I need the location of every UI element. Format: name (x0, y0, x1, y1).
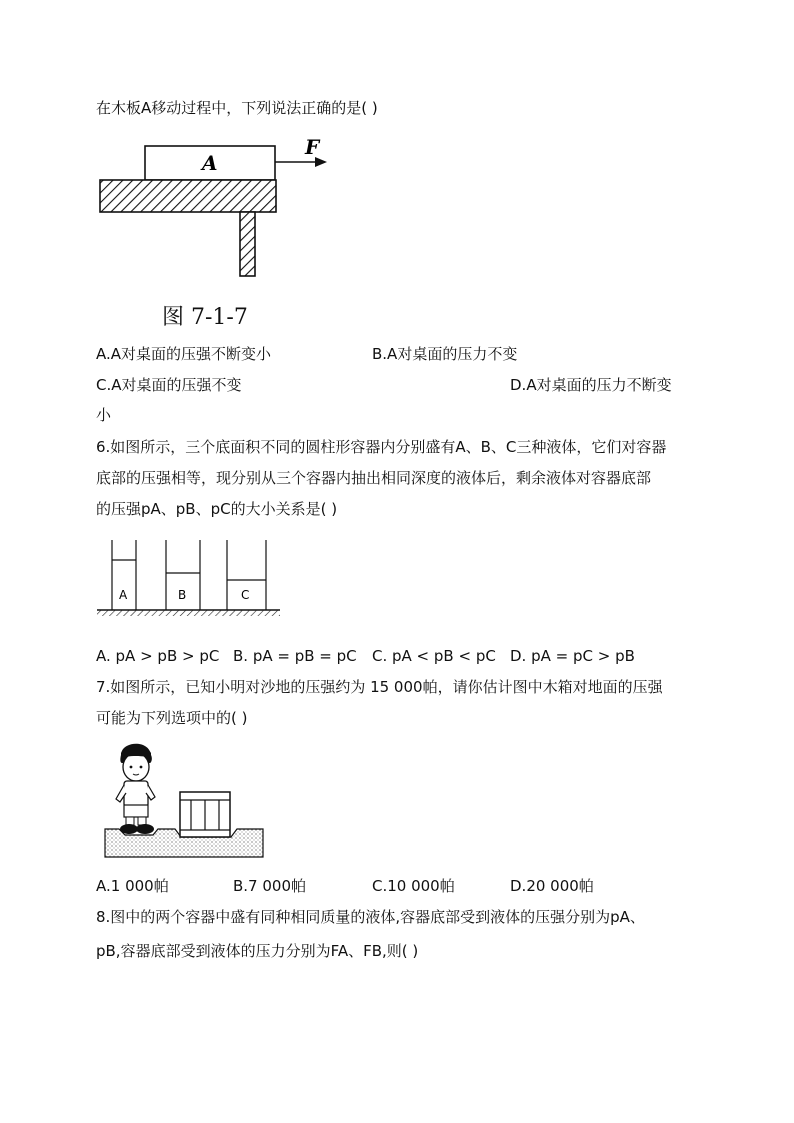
q5-figure (95, 138, 340, 278)
q5-option-b: B.A对桌面的压力不变 (372, 345, 518, 363)
q5-option-c: C.A对桌面的压强不变 (96, 376, 242, 394)
q6-option-a: A. pA > pB > pC (96, 647, 220, 665)
q6-line-1: 6.如图所示，三个底面积不同的圆柱形容器内分别盛有A、B、C三种液体，它们对容器 (96, 438, 667, 456)
q7-option-a: A.1 000帕 (96, 877, 169, 895)
q7-line-1: 7.如图所示，已知小明对沙地的压强约为 15 000帕，请你估计图中木箱对地面的压强 (96, 678, 663, 696)
q5-option-d: D.A对桌面的压力不断变 (510, 376, 672, 394)
boy-figure (116, 744, 155, 834)
container-b-label: B (178, 588, 187, 602)
block-a-label: A (202, 151, 218, 175)
q8-line-1: 8.图中的两个容器中盛有同种相同质量的液体,容器底部受到液体的压强分别为pA、 (96, 908, 645, 926)
q6-option-c: C. pA < pB < pC (372, 647, 496, 665)
q6-line-2: 底部的压强相等，现分别从三个容器内抽出相同深度的液体后，剩余液体对容器底部 (96, 469, 652, 487)
q5-option-a: A.A对桌面的压强不断变小 (96, 345, 272, 363)
container-c-label: C (241, 588, 250, 602)
table-leg (240, 212, 255, 276)
q7-figure (103, 737, 268, 862)
q7-option-c: C.10 000帕 (372, 877, 455, 895)
q5-figure-caption: 图 7-1-7 (162, 305, 248, 330)
q6-line-3: 的压强pA、pB、pC的大小关系是( ) (96, 500, 338, 518)
table-top (100, 180, 276, 212)
q7-line-2: 可能为下列选项中的( ) (96, 709, 248, 727)
q6-option-d: D. pA = pC > pB (510, 647, 635, 665)
q5-option-d-cont: 小 (96, 406, 112, 424)
q5-stem: 在木板A移动过程中，下列说法正确的是( ) (96, 99, 378, 117)
q8-line-2: pB,容器底部受到液体的压力分别为FA、FB,则( ) (96, 942, 419, 960)
q6-figure (95, 538, 285, 620)
q7-option-b: B.7 000帕 (233, 877, 307, 895)
q6-option-b: B. pA = pB = pC (233, 647, 357, 665)
q7-option-d: D.20 000帕 (510, 877, 594, 895)
container-a-label: A (119, 588, 128, 602)
force-label: F (305, 138, 320, 159)
